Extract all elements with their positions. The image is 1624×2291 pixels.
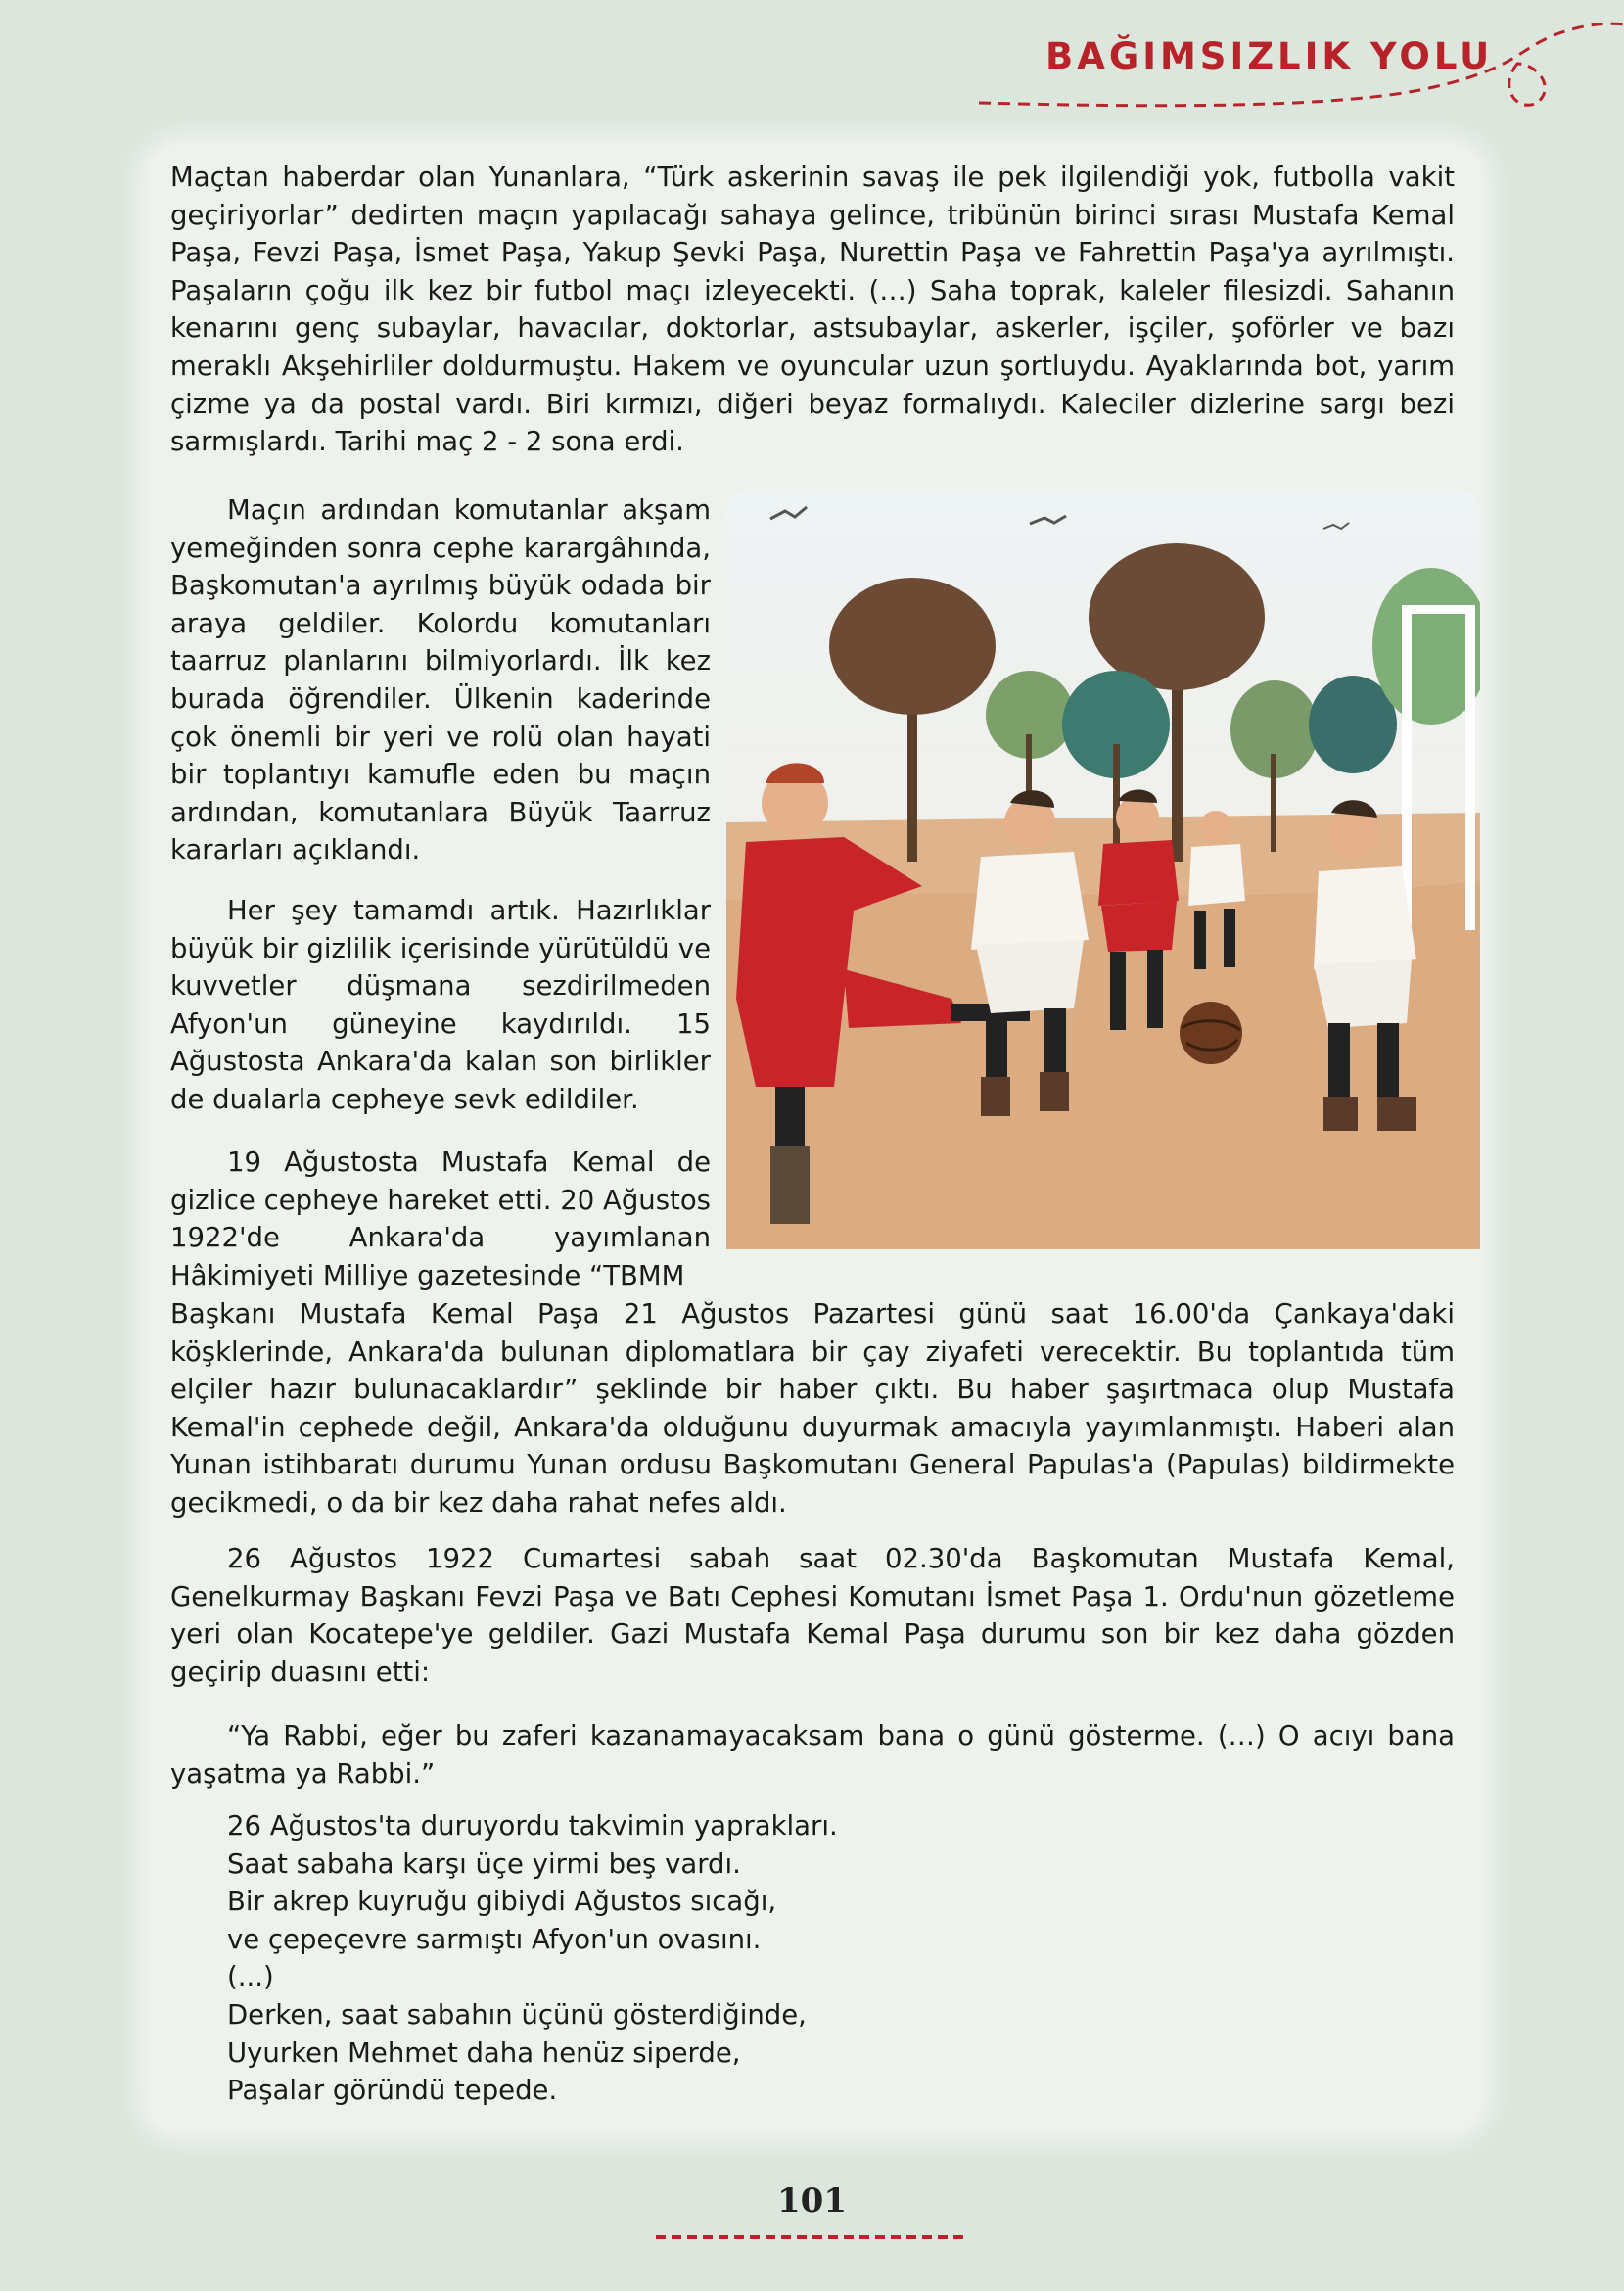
paragraph-kocatepe: 26 Ağustos 1922 Cumartesi sabah saat 02.30'da Başkomutan Mustafa Kemal, Genelkurmay Başkanı Fevzi Paşa ve Batı Cephesi Komutanı İsmet Paşa 1. Ordu'nun gözetleme yeri olan Kocatepe'ye geldiler. Gazi Mustafa Kemal Paşa durumu son bir kez daha gözden geçirip duasını etti: [170,1543,1455,1688]
poem [227,1807,838,2110]
paragraph-ankara-news-cont: Başkanı Mustafa Kemal Paşa 21 Ağustos Pazartesi günü saat 16.00'da Çankaya'daki köşklerinde, Ankara'da bulunan diplomatlara bir çay ziyafeti verecektir. Bu toplantıda tüm elçiler hazır bulunacaklardır” şeklinde bir haber çıktı. Bu haber şaşırtmaca olup Mustafa Kemal'in cephede değil, Ankara'da olduğunu duyurmak amacıyla yayımlanmıştı. Haberi alan Yunan istihbaratı durumu Yunan ordusu Başkomutanı General Papulas'a (Papulas) bildirmekte gecikmedi, o da bir kez daha rahat nefes aldı. [170,1298,1455,1519]
poem-line: Bir akrep kuyruğu gibiydi Ağustos sıcağı, [227,1886,777,1918]
poem-line: Derken, saat sabahın üçünü gösterdiğinde, [227,1998,807,2031]
footer-dashed-line [656,2230,969,2244]
paragraph-preparations: Her şey tamamdı artık. Hazırlıklar büyük bir gizlilik içerisinde yürütüldü ve kuvvetler düşmana sezdirilmeden Afyon'un güneyine kaydırıldı. 15 Ağustosta Ankara'da kalan son birlikler de dualarla cepheye sevk edildiler. [170,895,711,1115]
poem-line: 26 Ağustos'ta duruyordu takvimin yaprakları. [227,1810,838,1842]
paragraph-match-intro: Maçtan haberdar olan Yunanlara, “Türk askerinin savaş ile pek ilgilendiği yok, futbolla vakit geçiriyorlar” dedirten maçın yapılacağı sahaya gelince, tribünün birinci sırası Mustafa Kemal Paşa, Fevzi Paşa, İsmet Paşa, Yakup Şevki Paşa, Nurettin Paşa ve Fahrettin Paşa'ya ayrılmıştı. Paşaların çoğu ilk kez bir futbol maçı izleyecekti. (…) Saha toprak, kaleler filesizdi. Sahanın kenarını genç subaylar, havacılar, doktorlar, astsubaylar, askerler, işçiler, şoförler ve bazı meraklı Akşehirliler doldurmuştu. Hakem ve oyuncular uzun şortluydu. Ayaklarında bot, yarım çizme ya da postal vardı. Biri kırmızı, diğeri beyaz formalıydı. Kaleciler dizlerine sargı bezi sarmışlardı. Tarihi maç 2 - 2 sona erdi. [170,162,1455,458]
football-icon [1180,1002,1242,1064]
poem-line: Saat sabaha karşı üçe yirmi beş vardı. [227,1847,741,1880]
section-title: BAĞIMSIZLIK YOLU [1045,35,1494,77]
page-number: 101 [777,2181,847,2221]
dashed-swirl-decoration [969,10,1624,137]
poem-line: ve çepeçevre sarmıştı Afyon'un ovasını. [227,1923,762,1955]
football-match-illustration [726,490,1480,1249]
poem-line: (...) [227,1961,274,1993]
paragraph-commanders-meeting: Maçın ardından komutanlar akşam yemeğinden sonra cephe karargâhında, Başkomutan'a ayrılmış büyük odada bir araya geldiler. Kolordu komutanları taarruz planlarını bilmiyorlardı. İlk kez burada öğrendiler. Ülkenin kaderinde çok önemli bir yeri ve rolü olan hayati bir toplantıyı kamufle eden bu maçın ardından, komutanlara Büyük Taarruz kararları açıklandı. [170,494,711,866]
prayer-quote: “Ya Rabbi, eğer bu zaferi kazanamayacaksam bana o günü gösterme. (…) O acıyı bana yaşatma ya Rabbi.” [170,1720,1455,1790]
poem-line: Uyurken Mehmet daha henüz siperde, [227,2036,741,2069]
paragraph-ankara-news: 19 Ağustosta Mustafa Kemal de gizlice cepheye hareket etti. 20 Ağustos 1922'de Ankara'da yayımlanan Hâkimiyeti Milliye gazetesinde “TBMM [170,1146,711,1291]
poem-line: Paşalar göründü tepede. [227,2075,558,2107]
